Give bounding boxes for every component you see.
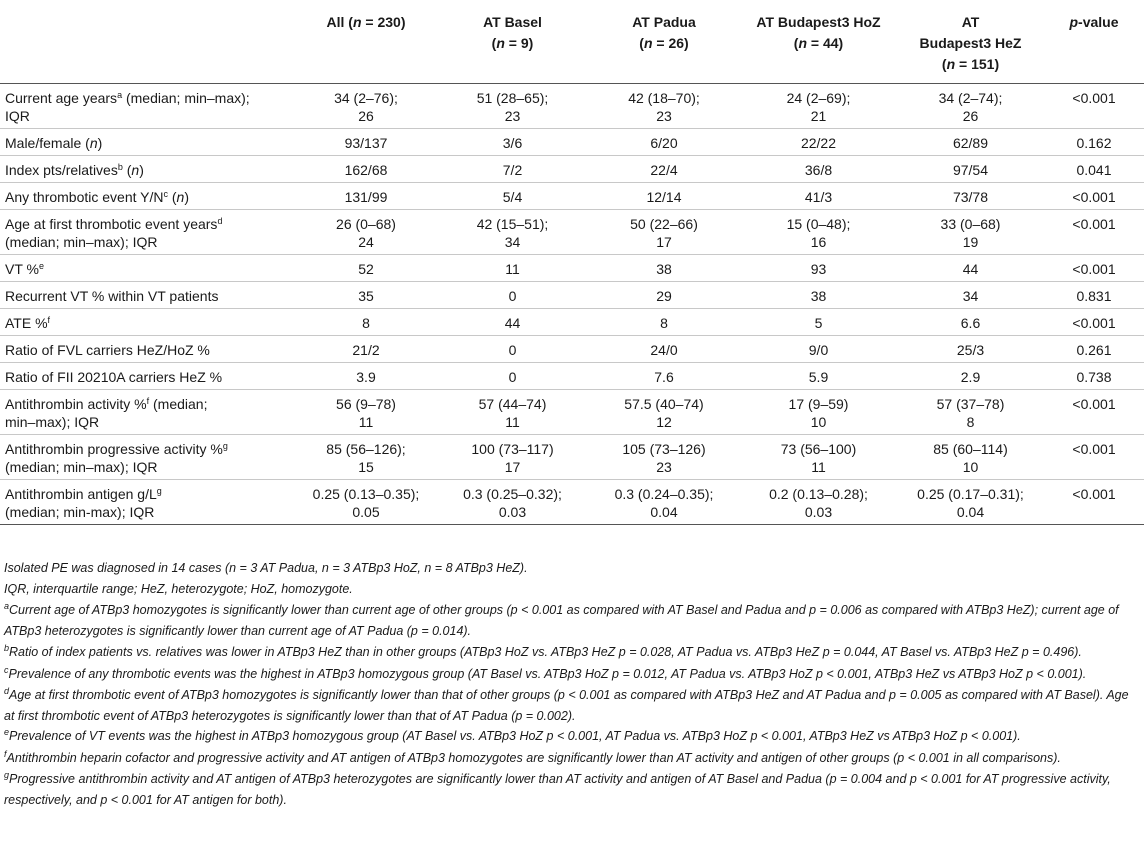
cell-p-value: <0.001: [1044, 308, 1144, 335]
row-label: Ratio of FII 20210A carriers HeZ %: [0, 362, 295, 389]
cell-at-basel: 51 (28–65); 23: [437, 83, 588, 128]
footnote: Isolated PE was diagnosed in 14 cases (n = 3 AT Padua, n = 3 ATBp3 HoZ, n = 8 ATBp3 HeZ).: [4, 561, 528, 575]
cell-all: 35: [295, 281, 437, 308]
row-label: Recurrent VT % within VT patients: [0, 281, 295, 308]
row-label: Age at first thrombotic event years$^d$ (median; min–max); IQR: [0, 209, 295, 254]
header-cell-at-basel: AT Basel (n = 9): [437, 6, 588, 83]
footnote: $^b$Ratio of index patients vs. relatives was lower in ATBp3 HeZ than in other groups (ATBp3 HoZ vs. ATBp3 HeZ p = 0.028, AT Padua vs. ATBp3 HeZ p = 0.044, AT Basel vs. ATBp3 HeZ p = 0.496).: [4, 643, 1082, 659]
cell-all: 131/99: [295, 182, 437, 209]
cell-at-basel: 7/2: [437, 155, 588, 182]
cell-p-value: <0.001: [1044, 182, 1144, 209]
header-row: [0, 6, 1144, 83]
cell-all: 8: [295, 308, 437, 335]
results-table: [0, 6, 1144, 525]
table-row: [0, 362, 1144, 389]
cell-p-value: 0.162: [1044, 128, 1144, 155]
cell-at-basel: 42 (15–51); 34: [437, 209, 588, 254]
cell-at-budapest3-hez: 33 (0–68) 19: [897, 209, 1044, 254]
table-row: [0, 209, 1144, 254]
cell-at-padua: 12/14: [588, 182, 740, 209]
cell-at-budapest3-hoz: 5: [740, 308, 897, 335]
table-row: [0, 281, 1144, 308]
cell-all: 21/2: [295, 335, 437, 362]
cell-at-budapest3-hoz: 0.2 (0.13–0.28); 0.03: [740, 479, 897, 524]
table-row: [0, 308, 1144, 335]
cell-all: 56 (9–78) 11: [295, 389, 437, 434]
cell-at-budapest3-hez: 25/3: [897, 335, 1044, 362]
table-row: [0, 83, 1144, 128]
cell-at-basel: 5/4: [437, 182, 588, 209]
row-label: ATE %$^f$: [0, 308, 295, 335]
table-row: [0, 389, 1144, 434]
cell-p-value: <0.001: [1044, 254, 1144, 281]
cell-at-budapest3-hoz: 36/8: [740, 155, 897, 182]
header-cell-at-budapest3-hez: AT Budapest3 HeZ (n = 151): [897, 6, 1044, 83]
cell-all: 26 (0–68) 24: [295, 209, 437, 254]
footnote: $^d$Age at first thrombotic event of ATBp3 homozygotes is significantly lower than that of other groups (p < 0.001 as compared with ATBp3 HeZ and AT Padua and p = 0.005 as compared with AT Basel). Age at first thrombotic event of ATBp3 heterozygotes is significantly lower than that of AT Padua (p = 0.002).: [4, 686, 1129, 723]
footnote: IQR, interquartile range; HeZ, heterozygote; HoZ, homozygote.: [4, 581, 353, 596]
row-label: VT %$^e$: [0, 254, 295, 281]
cell-at-basel: 0: [437, 335, 588, 362]
cell-at-budapest3-hez: 34 (2–74); 26: [897, 83, 1044, 128]
cell-at-budapest3-hoz: 93: [740, 254, 897, 281]
cell-at-padua: 29: [588, 281, 740, 308]
cell-all: 85 (56–126); 15: [295, 434, 437, 479]
cell-at-budapest3-hez: 73/78: [897, 182, 1044, 209]
table-row: [0, 182, 1144, 209]
cell-at-basel: 11: [437, 254, 588, 281]
cell-all: 0.25 (0.13–0.35); 0.05: [295, 479, 437, 524]
footnote: $^a$Current age of ATBp3 homozygotes is significantly lower than current age of other groups (p < 0.001 as compared with AT Basel and Padua and p = 0.006 as compared with ATBp3 HeZ); current age of ATBp3 heterozygotes is significantly lower than current age of AT Padua (p = 0.014).: [4, 601, 1119, 638]
cell-at-padua: 38: [588, 254, 740, 281]
header-cell-at-padua: AT Padua (n = 26): [588, 6, 740, 83]
row-label: Index pts/relatives$^b$ (n): [0, 155, 295, 182]
cell-at-budapest3-hoz: 73 (56–100) 11: [740, 434, 897, 479]
table-body: [0, 83, 1144, 524]
cell-at-budapest3-hoz: 24 (2–69); 21: [740, 83, 897, 128]
cell-at-basel: 0: [437, 281, 588, 308]
cell-at-budapest3-hez: 0.25 (0.17–0.31); 0.04: [897, 479, 1044, 524]
table-row: [0, 335, 1144, 362]
cell-at-budapest3-hoz: 22/22: [740, 128, 897, 155]
cell-p-value: <0.001: [1044, 83, 1144, 128]
cell-at-budapest3-hez: 97/54: [897, 155, 1044, 182]
cell-at-padua: 50 (22–66) 17: [588, 209, 740, 254]
cell-all: 162/68: [295, 155, 437, 182]
cell-at-budapest3-hoz: 41/3: [740, 182, 897, 209]
row-label: Antithrombin antigen $g/L^g$ (median; min-max); IQR: [0, 479, 295, 524]
cell-at-budapest3-hez: 44: [897, 254, 1044, 281]
table-footnotes: [4, 559, 1140, 811]
cell-at-budapest3-hez: 62/89: [897, 128, 1044, 155]
cell-p-value: 0.738: [1044, 362, 1144, 389]
cell-all: 3.9: [295, 362, 437, 389]
footnote: $^c$Prevalence of any thrombotic events was the highest in ATBp3 homozygous group (AT Basel vs. ATBp3 HoZ p = 0.012, AT Padua vs. ATBp3 HoZ p < 0.001, ATBp3 HeZ vs ATBp3 HoZ p < 0.001).: [4, 664, 1087, 681]
cell-at-padua: 7.6: [588, 362, 740, 389]
cell-at-padua: 0.3 (0.24–0.35); 0.04: [588, 479, 740, 524]
table-row: [0, 155, 1144, 182]
cell-p-value: <0.001: [1044, 209, 1144, 254]
cell-at-budapest3-hoz: 9/0: [740, 335, 897, 362]
row-label: Antithrombin activity %$^f$ (median; min–max); IQR: [0, 389, 295, 434]
cell-p-value: 0.041: [1044, 155, 1144, 182]
cell-all: 93/137: [295, 128, 437, 155]
cell-at-budapest3-hez: 57 (37–78) 8: [897, 389, 1044, 434]
cell-at-basel: 100 (73–117) 17: [437, 434, 588, 479]
cell-at-basel: 0.3 (0.25–0.32); 0.03: [437, 479, 588, 524]
header-cell-p-value: p-value: [1044, 6, 1144, 83]
cell-at-budapest3-hez: 85 (60–114) 10: [897, 434, 1044, 479]
cell-at-budapest3-hoz: 15 (0–48); 16: [740, 209, 897, 254]
cell-p-value: <0.001: [1044, 479, 1144, 524]
table-header: [0, 6, 1144, 83]
cell-at-padua: 22/4: [588, 155, 740, 182]
cell-p-value: 0.831: [1044, 281, 1144, 308]
row-label: Ratio of FVL carriers HeZ/HoZ %: [0, 335, 295, 362]
cell-p-value: <0.001: [1044, 434, 1144, 479]
cell-at-padua: 105 (73–126) 23: [588, 434, 740, 479]
cell-all: 52: [295, 254, 437, 281]
footnote: $^e$Prevalence of VT events was the highest in ATBp3 homozygous group (AT Basel vs. ATBp3 HoZ p < 0.001, AT Padua vs. ATBp3 HoZ p < 0.001, ATBp3 HeZ vs ATBp3 HoZ p < 0.001).: [4, 727, 1021, 743]
cell-at-padua: 57.5 (40–74) 12: [588, 389, 740, 434]
cell-p-value: <0.001: [1044, 389, 1144, 434]
row-label: Current age years$^a$ (median; min–max); IQR: [0, 83, 295, 128]
cell-at-padua: 42 (18–70); 23: [588, 83, 740, 128]
cell-at-budapest3-hez: 6.6: [897, 308, 1044, 335]
cell-at-basel: 44: [437, 308, 588, 335]
cell-at-basel: 57 (44–74) 11: [437, 389, 588, 434]
table-row: [0, 434, 1144, 479]
cell-at-basel: 0: [437, 362, 588, 389]
cell-at-budapest3-hoz: 38: [740, 281, 897, 308]
cell-at-padua: 8: [588, 308, 740, 335]
cell-at-basel: 3/6: [437, 128, 588, 155]
cell-at-budapest3-hez: 34: [897, 281, 1044, 308]
table-row: [0, 128, 1144, 155]
cell-at-padua: 24/0: [588, 335, 740, 362]
table-row: [0, 254, 1144, 281]
footnote: $^g$Progressive antithrombin activity and AT antigen of ATBp3 heterozygotes are significantly lower than AT activity and antigen of AT Basel and Padua (p = 0.004 and p < 0.001 for AT progressive activity, respectively, and p < 0.001 for AT antigen for both).: [4, 770, 1111, 807]
cell-at-budapest3-hoz: 17 (9–59) 10: [740, 389, 897, 434]
row-label: Male/female (n): [0, 128, 295, 155]
row-label: Antithrombin progressive activity %$^g$ (median; min–max); IQR: [0, 434, 295, 479]
footnote: $^f$Antithrombin heparin cofactor and progressive activity and AT antigen of ATBp3 homozygotes are significantly lower than AT activity and antigen of other groups (p < 0.001 in all comparisons).: [4, 748, 1061, 765]
header-cell-all: All (n = 230): [295, 6, 437, 83]
cell-at-budapest3-hoz: 5.9: [740, 362, 897, 389]
row-label: Any thrombotic event $Y/N^c$ (n): [0, 182, 295, 209]
cell-at-padua: 6/20: [588, 128, 740, 155]
header-cell-label: [0, 6, 295, 83]
table-row: [0, 479, 1144, 524]
cell-p-value: 0.261: [1044, 335, 1144, 362]
cell-all: 34 (2–76); 26: [295, 83, 437, 128]
cell-at-budapest3-hez: 2.9: [897, 362, 1044, 389]
header-cell-at-budapest3-hoz: AT Budapest3 HoZ (n = 44): [740, 6, 897, 83]
